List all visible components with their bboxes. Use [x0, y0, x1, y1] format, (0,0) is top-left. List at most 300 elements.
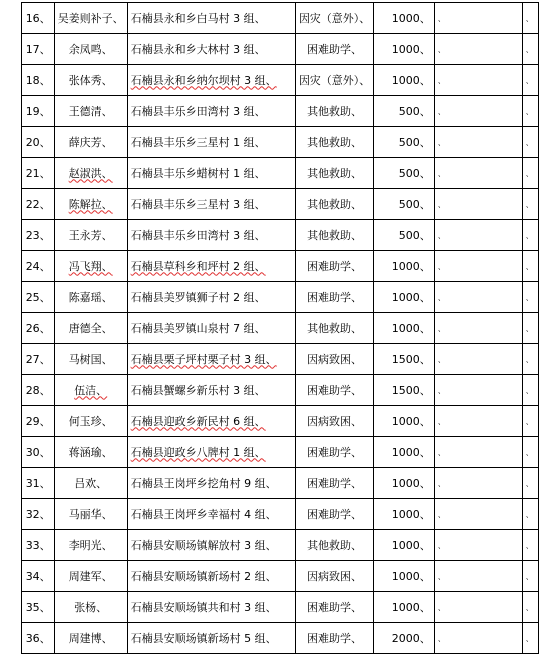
- recipient-address: [127, 592, 295, 623]
- remark-text: 、: [525, 448, 534, 457]
- assistance-amount: [374, 96, 434, 127]
- assistance-type: [295, 499, 374, 530]
- assistance-type-text: 困难助学、: [307, 507, 363, 521]
- recipient-address: [127, 561, 295, 592]
- assistance-amount-text: 500、: [398, 166, 431, 180]
- remark-text: 、: [525, 634, 534, 643]
- recipient-address: [127, 65, 295, 96]
- bank-account-text: 、: [437, 634, 446, 643]
- recipient-name: [54, 3, 127, 34]
- recipient-address-text: 石楠县丰乐乡三星村 3 组、: [130, 197, 266, 211]
- recipient-address-text: 石楠县迎政乡八牌村 1 组、: [130, 445, 266, 459]
- row-number: [22, 592, 55, 623]
- remark-cell: [522, 375, 538, 406]
- row-number-text: 19、: [25, 104, 51, 118]
- row-number: [22, 344, 55, 375]
- remark-cell: [522, 530, 538, 561]
- remark-text: 、: [525, 386, 534, 395]
- bank-account-text: 、: [437, 231, 446, 240]
- assistance-amount-text: 1000、: [391, 290, 431, 304]
- row-number-text: 21、: [25, 166, 51, 180]
- remark-cell: [522, 65, 538, 96]
- remark-cell: [522, 189, 538, 220]
- recipient-name: [54, 251, 127, 282]
- assistance-amount: [374, 127, 434, 158]
- row-number-text: 23、: [25, 228, 51, 242]
- remark-text: 、: [525, 76, 534, 85]
- table-row: [22, 65, 539, 96]
- assistance-amount-text: 1000、: [391, 538, 431, 552]
- bank-account-cell: [434, 375, 522, 406]
- remark-text: 、: [525, 510, 534, 519]
- recipient-address: [127, 3, 295, 34]
- recipient-name: [54, 437, 127, 468]
- assistance-amount-text: 500、: [398, 197, 431, 211]
- table-row: [22, 313, 539, 344]
- remark-text: 、: [525, 479, 534, 488]
- recipient-name: [54, 282, 127, 313]
- assistance-type: [295, 96, 374, 127]
- bank-account-cell: [434, 65, 522, 96]
- assistance-type-text: 因灾（意外）、: [298, 11, 371, 25]
- bank-account-text: 、: [437, 386, 446, 395]
- row-number-text: 20、: [25, 135, 51, 149]
- table-row: [22, 158, 539, 189]
- row-number-text: 22、: [25, 197, 51, 211]
- recipient-address-text: 石楠县迎政乡新民村 6 组、: [130, 414, 266, 428]
- recipient-address: [127, 530, 295, 561]
- bank-account-text: 、: [437, 324, 446, 333]
- remark-cell: [522, 313, 538, 344]
- bank-account-text: 、: [437, 200, 446, 209]
- row-number-text: 17、: [25, 42, 51, 56]
- assistance-type-text: 困难助学、: [307, 259, 363, 273]
- recipient-address: [127, 375, 295, 406]
- assistance-amount: [374, 158, 434, 189]
- bank-account-cell: [434, 158, 522, 189]
- assistance-type-text: 困难助学、: [307, 476, 363, 490]
- table-row: [22, 437, 539, 468]
- row-number: [22, 3, 55, 34]
- recipient-name-text: 陈解拉、: [68, 197, 113, 211]
- recipient-name: [54, 406, 127, 437]
- assistance-amount-text: 500、: [398, 135, 431, 149]
- recipient-name-text: 赵淑洪、: [68, 166, 113, 180]
- assistance-type: [295, 127, 374, 158]
- table-row: [22, 530, 539, 561]
- recipient-address: [127, 220, 295, 251]
- recipient-address-text: 石楠县永和乡白马村 3 组、: [130, 11, 266, 25]
- row-number: [22, 499, 55, 530]
- row-number-text: 35、: [25, 600, 51, 614]
- recipient-name-text: 吕欢、: [74, 476, 108, 490]
- recipient-address: [127, 344, 295, 375]
- bank-account-text: 、: [437, 262, 446, 271]
- recipient-address-text: 石楠县草科乡和坪村 2 组、: [130, 259, 266, 273]
- row-number-text: 24、: [25, 259, 51, 273]
- recipient-address: [127, 437, 295, 468]
- assistance-type: [295, 623, 374, 654]
- remark-cell: [522, 251, 538, 282]
- recipient-address-text: 石楠县丰乐乡田湾村 3 组、: [130, 104, 266, 118]
- assistance-amount: [374, 251, 434, 282]
- recipient-address-text: 石楠县美罗镇狮子村 2 组、: [130, 290, 266, 304]
- recipient-address: [127, 406, 295, 437]
- assistance-amount: [374, 220, 434, 251]
- remark-cell: [522, 499, 538, 530]
- assistance-amount: [374, 65, 434, 96]
- bank-account-cell: [434, 530, 522, 561]
- recipient-name: [54, 375, 127, 406]
- recipient-address-text: 石楠县栗子坪村栗子村 3 组、: [130, 352, 277, 366]
- row-number-text: 33、: [25, 538, 51, 552]
- assistance-amount: [374, 344, 434, 375]
- assistance-type: [295, 251, 374, 282]
- remark-text: 、: [525, 417, 534, 426]
- assistance-amount-text: 1000、: [391, 569, 431, 583]
- assistance-amount-text: 1000、: [391, 259, 431, 273]
- assistance-type-text: 其他救助、: [307, 104, 363, 118]
- recipient-name-text: 王永芳、: [68, 228, 113, 242]
- assistance-amount: [374, 437, 434, 468]
- recipient-name: [54, 468, 127, 499]
- recipient-name-text: 唐德全、: [68, 321, 113, 335]
- row-number: [22, 437, 55, 468]
- recipient-address: [127, 96, 295, 127]
- bank-account-cell: [434, 3, 522, 34]
- remark-cell: [522, 468, 538, 499]
- assistance-amount: [374, 468, 434, 499]
- assistance-amount: [374, 282, 434, 313]
- remark-text: 、: [525, 107, 534, 116]
- bank-account-cell: [434, 282, 522, 313]
- assistance-type-text: 困难助学、: [307, 600, 363, 614]
- assistance-type: [295, 561, 374, 592]
- assistance-type-text: 因病致困、: [307, 414, 363, 428]
- bank-account-cell: [434, 189, 522, 220]
- remark-text: 、: [525, 45, 534, 54]
- recipient-address: [127, 158, 295, 189]
- recipient-address: [127, 468, 295, 499]
- assistance-type: [295, 34, 374, 65]
- recipient-address-text: 石楠县永和乡大林村 3 组、: [130, 42, 266, 56]
- recipient-name: [54, 313, 127, 344]
- remark-cell: [522, 34, 538, 65]
- table-row: [22, 3, 539, 34]
- row-number-text: 25、: [25, 290, 51, 304]
- row-number-text: 31、: [25, 476, 51, 490]
- assistance-table: [21, 2, 539, 654]
- assistance-type-text: 其他救助、: [307, 135, 363, 149]
- bank-account-cell: [434, 406, 522, 437]
- remark-text: 、: [525, 200, 534, 209]
- remark-cell: [522, 561, 538, 592]
- assistance-type-text: 其他救助、: [307, 321, 363, 335]
- remark-text: 、: [525, 231, 534, 240]
- bank-account-text: 、: [437, 45, 446, 54]
- remark-cell: [522, 623, 538, 654]
- remark-cell: [522, 282, 538, 313]
- assistance-amount-text: 1000、: [391, 507, 431, 521]
- assistance-amount-text: 1000、: [391, 445, 431, 459]
- assistance-amount-text: 1000、: [391, 11, 431, 25]
- assistance-amount-text: 1000、: [391, 42, 431, 56]
- assistance-amount: [374, 375, 434, 406]
- recipient-address-text: 石楠县丰乐乡蜡树村 1 组、: [130, 166, 266, 180]
- recipient-address-text: 石楠县安顺场镇共和村 3 组、: [130, 600, 277, 614]
- recipient-address-text: 石楠县永和乡纳尔坝村 3 组、: [130, 73, 277, 87]
- row-number-text: 36、: [25, 631, 51, 645]
- assistance-type: [295, 282, 374, 313]
- recipient-address-text: 石楠县丰乐乡三星村 1 组、: [130, 135, 266, 149]
- recipient-address: [127, 313, 295, 344]
- assistance-amount: [374, 406, 434, 437]
- bank-account-cell: [434, 313, 522, 344]
- assistance-type-text: 困难助学、: [307, 42, 363, 56]
- assistance-type: [295, 344, 374, 375]
- remark-cell: [522, 127, 538, 158]
- recipient-name-text: 张杨、: [74, 600, 108, 614]
- assistance-type: [295, 468, 374, 499]
- assistance-amount-text: 1000、: [391, 321, 431, 335]
- recipient-name: [54, 96, 127, 127]
- bank-account-cell: [434, 34, 522, 65]
- bank-account-text: 、: [437, 138, 446, 147]
- remark-text: 、: [525, 541, 534, 550]
- assistance-amount: [374, 499, 434, 530]
- bank-account-text: 、: [437, 510, 446, 519]
- row-number: [22, 158, 55, 189]
- row-number: [22, 96, 55, 127]
- remark-text: 、: [525, 355, 534, 364]
- row-number: [22, 65, 55, 96]
- table-row: [22, 592, 539, 623]
- recipient-address-text: 石楠县安顺场镇新场村 5 组、: [130, 631, 277, 645]
- recipient-name: [54, 34, 127, 65]
- remark-text: 、: [525, 138, 534, 147]
- assistance-amount-text: 1000、: [391, 600, 431, 614]
- table-row: [22, 406, 539, 437]
- recipient-address-text: 石楠县蟹螺乡新乐村 3 组、: [130, 383, 266, 397]
- assistance-type: [295, 158, 374, 189]
- bank-account-text: 、: [437, 417, 446, 426]
- recipient-address: [127, 282, 295, 313]
- remark-cell: [522, 220, 538, 251]
- assistance-type: [295, 65, 374, 96]
- remark-text: 、: [525, 324, 534, 333]
- bank-account-text: 、: [437, 479, 446, 488]
- assistance-type: [295, 530, 374, 561]
- row-number: [22, 313, 55, 344]
- remark-cell: [522, 437, 538, 468]
- assistance-amount: [374, 561, 434, 592]
- remark-text: 、: [525, 262, 534, 271]
- remark-cell: [522, 406, 538, 437]
- assistance-type-text: 困难助学、: [307, 445, 363, 459]
- assistance-amount: [374, 623, 434, 654]
- recipient-name: [54, 623, 127, 654]
- bank-account-text: 、: [437, 572, 446, 581]
- recipient-name: [54, 158, 127, 189]
- assistance-amount: [374, 313, 434, 344]
- assistance-type: [295, 437, 374, 468]
- recipient-name: [54, 499, 127, 530]
- remark-text: 、: [525, 572, 534, 581]
- table-row: [22, 127, 539, 158]
- recipient-name-text: 薛庆芳、: [68, 135, 113, 149]
- recipient-name-text: 陈嘉瑶、: [68, 290, 113, 304]
- recipient-name: [54, 127, 127, 158]
- recipient-address-text: 石楠县王岗坪乡挖角村 9 组、: [130, 476, 277, 490]
- table-row: [22, 251, 539, 282]
- table-row: [22, 375, 539, 406]
- assistance-type-text: 其他救助、: [307, 166, 363, 180]
- recipient-address: [127, 34, 295, 65]
- bank-account-text: 、: [437, 448, 446, 457]
- recipient-name-text: 余凤鸣、: [68, 42, 113, 56]
- recipient-name-text: 周建军、: [68, 569, 113, 583]
- row-number: [22, 561, 55, 592]
- assistance-amount-text: 2000、: [391, 631, 431, 645]
- assistance-amount-text: 1500、: [391, 352, 431, 366]
- remark-cell: [522, 592, 538, 623]
- recipient-name: [54, 65, 127, 96]
- remark-text: 、: [525, 169, 534, 178]
- row-number: [22, 530, 55, 561]
- assistance-type-text: 其他救助、: [307, 538, 363, 552]
- bank-account-cell: [434, 437, 522, 468]
- row-number: [22, 189, 55, 220]
- assistance-amount-text: 1000、: [391, 73, 431, 87]
- recipient-name: [54, 189, 127, 220]
- recipient-address-text: 石楠县安顺场镇新场村 2 组、: [130, 569, 277, 583]
- row-number-text: 30、: [25, 445, 51, 459]
- assistance-amount: [374, 34, 434, 65]
- bank-account-cell: [434, 96, 522, 127]
- recipient-address: [127, 189, 295, 220]
- bank-account-text: 、: [437, 76, 446, 85]
- recipient-name-text: 王德清、: [68, 104, 113, 118]
- row-number: [22, 375, 55, 406]
- assistance-type-text: 其他救助、: [307, 197, 363, 211]
- assistance-type-text: 困难助学、: [307, 631, 363, 645]
- recipient-name-text: 周建博、: [68, 631, 113, 645]
- assistance-type: [295, 3, 374, 34]
- assistance-type: [295, 189, 374, 220]
- table-row: [22, 189, 539, 220]
- assistance-type: [295, 375, 374, 406]
- recipient-name-text: 李明光、: [68, 538, 113, 552]
- recipient-address-text: 石楠县安顺场镇解放村 3 组、: [130, 538, 277, 552]
- remark-cell: [522, 344, 538, 375]
- recipient-name-text: 马丽华、: [68, 507, 113, 521]
- table-row: [22, 561, 539, 592]
- recipient-name: [54, 561, 127, 592]
- assistance-type-text: 因灾（意外）、: [298, 73, 371, 87]
- recipient-address-text: 石楠县美罗镇山泉村 7 组、: [130, 321, 266, 335]
- assistance-type-text: 其他救助、: [307, 228, 363, 242]
- remark-text: 、: [525, 14, 534, 23]
- remark-text: 、: [525, 603, 534, 612]
- recipient-name: [54, 530, 127, 561]
- bank-account-cell: [434, 127, 522, 158]
- bank-account-text: 、: [437, 355, 446, 364]
- table-row: [22, 468, 539, 499]
- row-number-text: 32、: [25, 507, 51, 521]
- recipient-name-text: 冯飞翔、: [68, 259, 113, 273]
- row-number: [22, 127, 55, 158]
- bank-account-text: 、: [437, 603, 446, 612]
- row-number-text: 29、: [25, 414, 51, 428]
- assistance-amount-text: 1500、: [391, 383, 431, 397]
- table-row: [22, 623, 539, 654]
- table-row: [22, 220, 539, 251]
- recipient-address: [127, 499, 295, 530]
- row-number: [22, 34, 55, 65]
- table-row: [22, 344, 539, 375]
- row-number: [22, 220, 55, 251]
- recipient-address: [127, 251, 295, 282]
- bank-account-cell: [434, 592, 522, 623]
- row-number-text: 16、: [25, 11, 51, 25]
- recipient-name: [54, 344, 127, 375]
- assistance-amount-text: 500、: [398, 104, 431, 118]
- assistance-amount: [374, 592, 434, 623]
- bank-account-cell: [434, 499, 522, 530]
- table-row: [22, 282, 539, 313]
- remark-cell: [522, 3, 538, 34]
- table-body: [22, 3, 539, 654]
- bank-account-cell: [434, 561, 522, 592]
- recipient-name-text: 吴姜则补子、: [57, 11, 124, 25]
- recipient-address-text: 石楠县王岗坪乡幸福村 4 组、: [130, 507, 277, 521]
- bank-account-cell: [434, 623, 522, 654]
- row-number-text: 27、: [25, 352, 51, 366]
- assistance-type-text: 因病致困、: [307, 569, 363, 583]
- row-number: [22, 468, 55, 499]
- recipient-name: [54, 592, 127, 623]
- row-number: [22, 251, 55, 282]
- table-row: [22, 499, 539, 530]
- row-number-text: 34、: [25, 569, 51, 583]
- assistance-amount-text: 1000、: [391, 476, 431, 490]
- assistance-type-text: 困难助学、: [307, 290, 363, 304]
- recipient-name-text: 马树国、: [68, 352, 113, 366]
- bank-account-cell: [434, 251, 522, 282]
- recipient-address: [127, 623, 295, 654]
- bank-account-cell: [434, 468, 522, 499]
- assistance-type: [295, 592, 374, 623]
- assistance-amount: [374, 189, 434, 220]
- remark-cell: [522, 96, 538, 127]
- recipient-address: [127, 127, 295, 158]
- row-number-text: 28、: [25, 383, 51, 397]
- row-number-text: 18、: [25, 73, 51, 87]
- recipient-name-text: 何玉珍、: [68, 414, 113, 428]
- bank-account-cell: [434, 344, 522, 375]
- recipient-address-text: 石楠县丰乐乡田湾村 3 组、: [130, 228, 266, 242]
- assistance-amount: [374, 3, 434, 34]
- remark-text: 、: [525, 293, 534, 302]
- recipient-name-text: 张体秀、: [68, 73, 113, 87]
- row-number: [22, 406, 55, 437]
- assistance-type: [295, 313, 374, 344]
- bank-account-text: 、: [437, 541, 446, 550]
- assistance-amount: [374, 530, 434, 561]
- row-number-text: 26、: [25, 321, 51, 335]
- assistance-type: [295, 406, 374, 437]
- bank-account-text: 、: [437, 293, 446, 302]
